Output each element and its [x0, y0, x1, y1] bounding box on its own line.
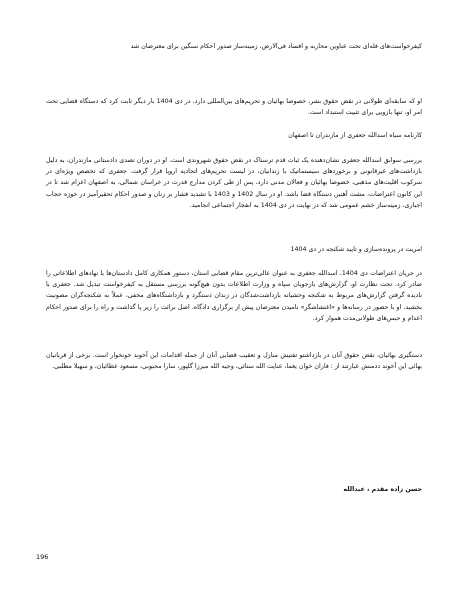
paragraph-bahai-victims: دستگیری بهائیان، نقض حقوق آنان در بازداشتو تفتیش منازل و تعقیب قضایی آنان از جمله اقدامات این آخوند خونخوار است. برخی از قربانیان بهائی این آخوند ددمنش عبارتند از : فاران خوان یغما، عنایت الله ستائی، وجیه الله میرزا گلپور، سارا محبوبی، مسعود عطائیان، و سهیلا مطلبی. [46, 352, 422, 371]
section-heading-torture: امریت در پرونده‌سازی و تایید شکنجه در دی 1404 [290, 246, 422, 253]
paragraph-protests: در جریان اعتراضات دی 1404، اسدالله جعفری به عنوان عالی‌ترین مقام قضایی استان، دستور همکاری کامل دادستان‌ها با نهادهای اطلاعاتی را صادر کرد. تحت نظارت او، گزارش‌های بازجویان سپاه و وزارت اطلاعات بدون هیچ‌گونه بررسی مستقل به کیفرخواست تبدیل شد. جعفری با نادیده گرفتن گزارش‌های مربوط به شکنجه وحشیانه بازداشت‌شدگان در زندان دستگرد و بازداشتگاه‌های مخفی، عملاً به شکنجه‌گران مصونیت بخشید. او با حضور در رسانه‌ها و «اغتشاشگر» نامیدن معترضان پیش از برگزاری دادگاه، اصل برائت را زیر پا گذاشت و راه را برای صدور احکام اعدام و حبس‌های طولانی‌مدت هموار کرد. [46, 270, 422, 322]
page-number: 196 [36, 553, 49, 561]
section-heading-career: کارنامه سیاه اسدالله جعفری از مازندران تا اصفهان [288, 132, 422, 139]
author-signature: حسن زاده مقدم ، عبدالله [343, 486, 422, 493]
paragraph-indictments: کیفرخواست‌های فله‌ای تحت عناوین محاربه و افساد فی‌الارض، زمینه‌ساز صدور احکام سنگین برای معترضان شد [130, 43, 422, 50]
paragraph-record: او که سابقه‌ای طولانی در نقض حقوق بشر، خصوصا بهائیان و تحریم‌های بین‌المللی دارد، در دی 1404 بار دیگر ثابت کرد که دستگاه قضایی تحت امر او، تنها بازویی برای تثبیت استبداد است. [46, 98, 422, 117]
paragraph-career: بررسی سوابق اسدالله جعفری نشان‌دهنده یک ثبات قدم ترسناک در نقض حقوق شهروندی است. او در دوران تصدی دادستانی مازندران، به دلیل بازداشت‌های غیرقانونی و برخوردهای سیستماتیک با زندانیان، در لیست تحریم‌های اتحادیه اروپا قرار گرفت. جعفری که تخصص ویژه‌ای در سرکوب اقلیت‌های مذهبی، خصوصا بهائیان و فعالان مدنی دارد، پس از طی کردن مدارج قدرت در خراسان شمالی، به اصفهان اعزام شد تا در این کانون اعتراضات، مشت آهنین دستگاه قضا باشد. او در سال 1402 و 1403 با تشدید فشار بر زنان و صدور احکام تحقیرآمیز در حوزه حجاب اجباری، زمینه‌ساز خشم عمومی شد که در نهایت در دی 1404 به انفجار اجتماعی انجامید. [46, 157, 422, 209]
